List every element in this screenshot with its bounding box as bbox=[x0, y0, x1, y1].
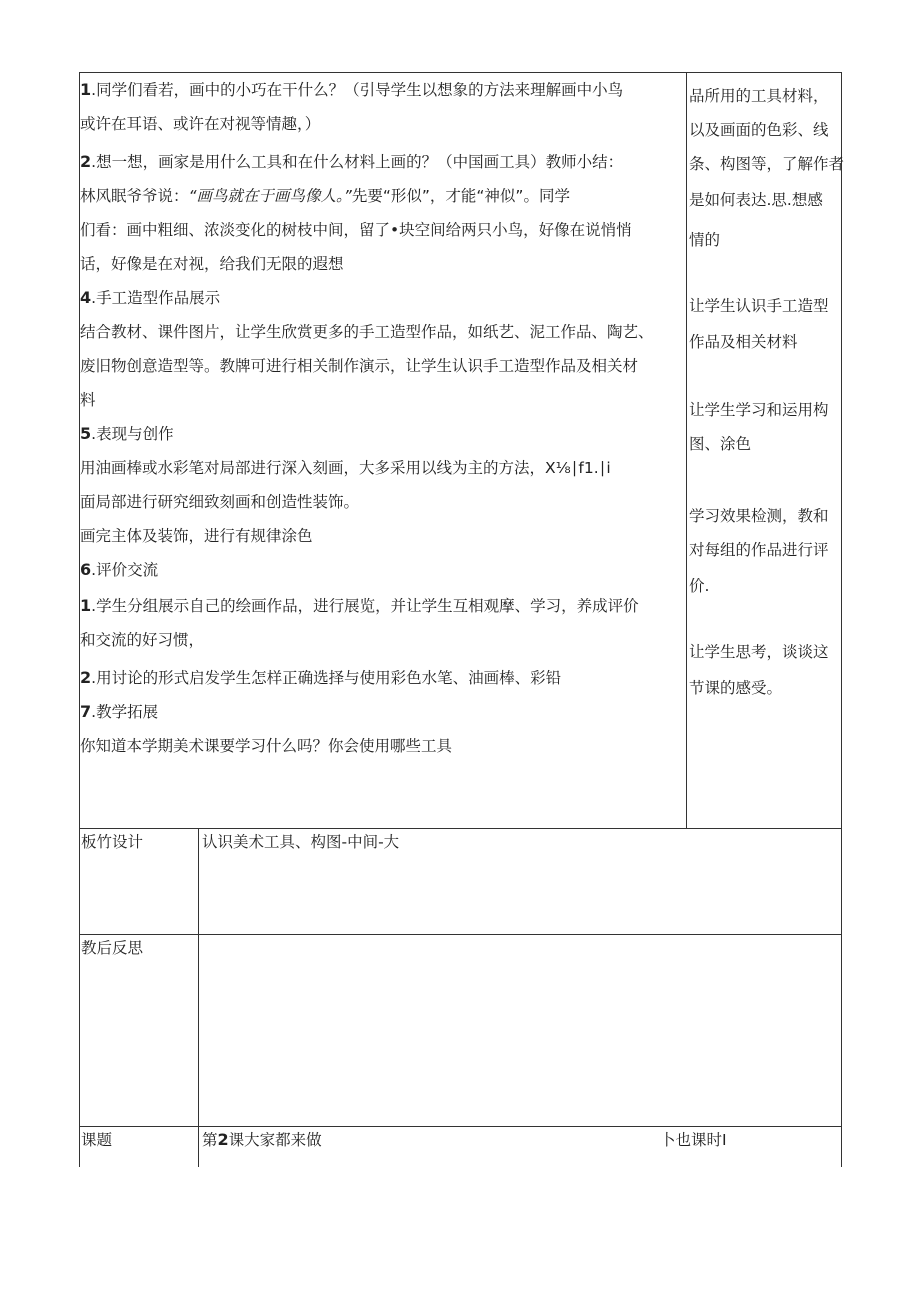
side-text: 条、构图等，了解作者 bbox=[689, 155, 845, 173]
paragraph: 画完主体及装饰，进行有规律涂色 bbox=[80, 527, 313, 545]
side-text: 图、涂色 bbox=[689, 435, 752, 453]
section-heading: 6.评价交流 bbox=[80, 560, 159, 579]
paragraph: 或许在耳语、或许在对视等情趣，） bbox=[80, 115, 321, 133]
side-text: 价. bbox=[689, 577, 710, 595]
paragraph: 话，好像是在对视，给我们无限的遐想 bbox=[80, 255, 344, 273]
lesson-label: 课题 bbox=[81, 1131, 113, 1149]
section-heading: 4.手工造型作品展示 bbox=[80, 288, 221, 307]
teaching-process-content bbox=[80, 73, 684, 763]
section-heading: 7.教学拓展 bbox=[80, 702, 159, 721]
side-text: 让学生思考，谈谈这 bbox=[689, 643, 829, 661]
side-text: 作品及相关材料 bbox=[689, 333, 798, 351]
side-text: 让学生学习和运用构 bbox=[689, 401, 829, 419]
section-heading: 5.表现与创作 bbox=[80, 424, 174, 443]
side-text: 是如何表达.思.想感 bbox=[689, 191, 823, 209]
paragraph: 2.用讨论的形式启发学生怎样正确选择与使用彩色水笔、油画棒、彩铅 bbox=[80, 668, 562, 687]
divider-reflection bbox=[79, 934, 842, 935]
divider-board bbox=[79, 828, 842, 829]
paragraph: 面局部进行研究细致刻画和创造性装饰。 bbox=[80, 493, 360, 511]
paragraph: 你知道本学期美术课要学习什么吗？你会使用哪些工具 bbox=[80, 737, 453, 755]
side-text: 学习效果检测，教和 bbox=[689, 507, 829, 525]
board-design-content: 认识美术工具、构图-中间-大 bbox=[202, 833, 400, 851]
divider-lesson bbox=[79, 1126, 842, 1127]
paragraph: 1.同学们看若，画中的小巧在干什么？（引导学生以想象的方法来理解画中小鸟 bbox=[80, 80, 624, 99]
paragraph: 1.学生分组展示自己的绘画作品，进行展览，并让学生互相观摩、学习，养成评价 bbox=[80, 596, 639, 615]
side-text: 品所用的工具材料， bbox=[689, 87, 829, 105]
lesson-title: 第2课大家都来做 bbox=[202, 1130, 322, 1149]
lesson-hours: 卜也课时I bbox=[660, 1131, 727, 1149]
reflection-label: 教后反思 bbox=[81, 939, 144, 957]
side-text: 以及画面的色彩、线 bbox=[689, 121, 829, 139]
board-design-label: 板竹设计 bbox=[81, 833, 144, 851]
paragraph: 废旧物创意造型等。教牌可进行相关制作演示，让学生认识手工造型作品及相关材 bbox=[80, 357, 639, 375]
paragraph: 2.想一想，画家是用什么工具和在什么材料上画的？（中国画工具）教师小结： bbox=[80, 152, 624, 171]
table-right-border bbox=[841, 72, 842, 1167]
paragraph: 和交流的好习惯， bbox=[80, 631, 205, 649]
side-text: 对每组的作品进行评 bbox=[689, 541, 829, 559]
paragraph: 料 bbox=[80, 391, 96, 409]
column-divider-label bbox=[198, 828, 199, 1167]
side-text: 节课的感受。 bbox=[689, 679, 783, 697]
paragraph: 用油画棒或水彩笔对局部进行深入刻画，大多采用以线为主的方法，X⅛∣f1.∣i bbox=[80, 459, 611, 477]
side-text: 情的 bbox=[689, 231, 721, 249]
paragraph: 林风眠爷爷说：“画鸟就在于画鸟像人。”先要“形似”，才能“神似”。同学 bbox=[80, 187, 570, 205]
column-divider-side bbox=[686, 72, 687, 828]
side-text: 让学生认识手工造型 bbox=[689, 297, 829, 315]
paragraph: 们看：画中粗细、浓淡变化的树枝中间，留了•块空间给两只小鸟，好像在说悄悄 bbox=[80, 221, 632, 239]
paragraph: 结合教材、课件图片，让学生欣赏更多的手工造型作品，如纸艺、泥工作品、陶艺、 bbox=[80, 323, 654, 341]
